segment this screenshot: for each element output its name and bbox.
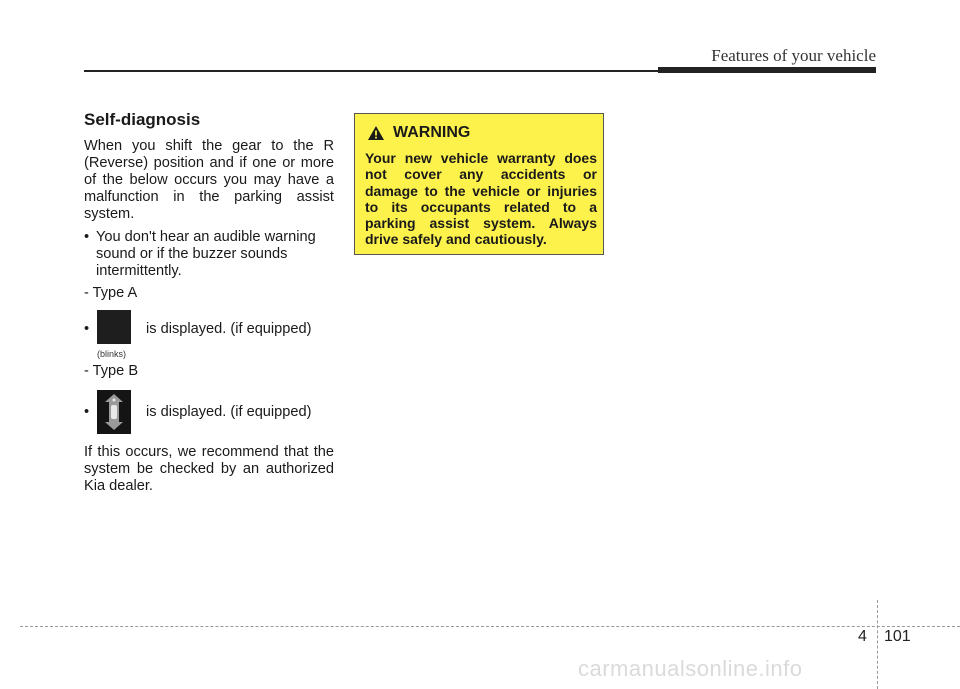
watermark: carmanualsonline.info [578, 656, 803, 681]
bullet-text: You don't hear an audible warning sound or if the buzzer sounds intermittently. [96, 229, 316, 279]
chapter-number: 4 [858, 628, 867, 645]
parking-sensor-display-icon [97, 390, 131, 434]
type-a-label: - Type A [84, 285, 138, 301]
warning-triangle-icon [367, 125, 385, 141]
type-b-row [84, 390, 334, 436]
bullet-marker: • [84, 404, 90, 420]
intro-paragraph: When you shift the gear to the R (Reverse) position and if one or more of the below occurs you may have a malfunction in the parking assist system. [84, 138, 334, 222]
type-b-label: - Type B [84, 363, 139, 379]
footer-divider [877, 600, 878, 689]
footer-rule [20, 626, 960, 627]
header-rule [84, 70, 664, 72]
page-number: 101 [884, 628, 911, 645]
warning-title: WARNING [393, 124, 471, 141]
icon-caption: (blinks) [97, 349, 127, 359]
main-column [84, 110, 334, 495]
type-b-text: is displayed. (if equipped) [146, 404, 312, 420]
type-a-row [84, 310, 334, 358]
parking-assist-indicator-icon [97, 310, 131, 344]
bullet-marker: • [84, 321, 90, 337]
bullet-item [84, 229, 334, 280]
warning-text: Your new vehicle warranty does not cover any accidents or damage to the vehicle or injuries to its occupants related to a parking assist system. Always drive safely and cautiously. [365, 150, 597, 248]
header-rule-accent [658, 67, 876, 73]
warning-title-row [367, 124, 470, 142]
section-heading: Self-diagnosis [84, 110, 201, 129]
type-a-text: is displayed. (if equipped) [146, 321, 312, 337]
closing-paragraph: If this occurs, we recommend that the system be checked by an authorized Kia dealer. [84, 444, 334, 494]
warning-box [354, 113, 604, 255]
page-header-title: Features of your vehicle [711, 46, 876, 65]
bullet-marker: • [84, 229, 90, 245]
